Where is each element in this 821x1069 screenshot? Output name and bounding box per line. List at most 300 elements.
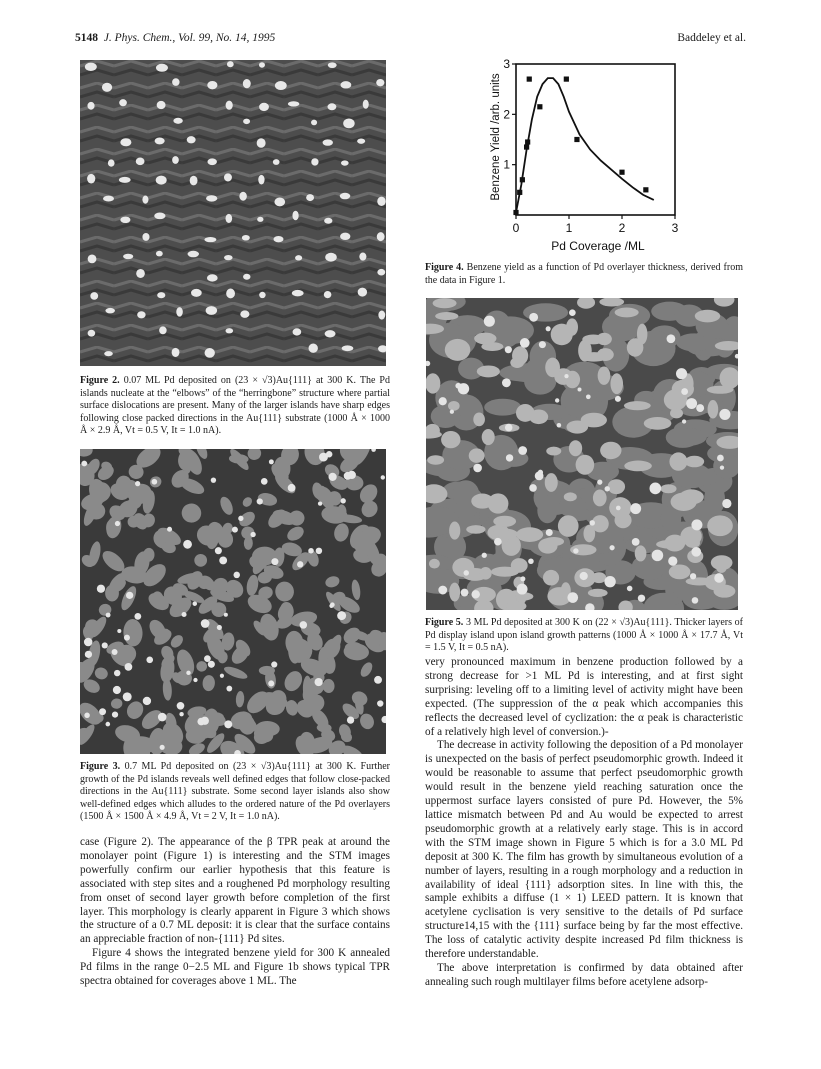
stm-island (224, 255, 233, 260)
stm-island (660, 484, 676, 493)
stm-island (259, 292, 265, 298)
stm-island (257, 498, 263, 504)
stm-island (259, 62, 265, 68)
stm-island (711, 555, 733, 570)
stm-island (529, 484, 537, 492)
stm-island (306, 194, 314, 201)
y-axis-label: Benzene Yield /arb. units (490, 73, 502, 201)
stm-island (106, 722, 111, 727)
stm-island (707, 515, 733, 536)
figure5-caption-text: 3 ML Pd deposited at 300 K on (22 × √3)Au{111}. Thicker layers of Pd display island upon island growth patterns (1000 Å × 1000 Å × 17.7 Å, Vt = 1.5 V, It = 0.5 nA). (425, 617, 743, 654)
figure5-label: Figure 5. (425, 617, 464, 628)
stm-island (426, 373, 440, 393)
stm-island (520, 576, 525, 581)
stm-island (681, 388, 688, 395)
stm-island (319, 453, 328, 462)
stm-island (226, 686, 232, 692)
running-header-authors: Baddeley et al. (677, 32, 746, 44)
stm-island (117, 629, 121, 633)
stm-island (546, 326, 551, 331)
stm-island (226, 289, 235, 299)
stm-island (342, 345, 354, 351)
right-paragraph-3: The above interpretation is confirmed by data obtained after annealing such rough multilayer films before acetylene adsorp- (425, 961, 743, 988)
stm-island (325, 253, 337, 262)
stm-island (259, 103, 269, 111)
stm-island (87, 102, 94, 110)
stm-island (474, 333, 496, 345)
page-number: 5148 (75, 32, 98, 44)
stm-island (690, 573, 696, 579)
stm-island (505, 424, 513, 432)
stm-island (156, 176, 167, 185)
stm-island (151, 591, 164, 608)
stm-island (232, 527, 238, 533)
stm-island (638, 595, 645, 602)
stm-island (311, 158, 318, 165)
y-tick-label: 2 (503, 107, 510, 122)
stm-island (204, 237, 216, 242)
stm-island (363, 100, 369, 109)
stm-island (120, 217, 130, 223)
figure5-stm-image (426, 298, 738, 610)
stm-island (668, 556, 677, 565)
data-point (525, 139, 530, 144)
stm-island (569, 309, 576, 316)
stm-island (337, 611, 346, 620)
stm-island (649, 483, 661, 495)
stm-island (119, 177, 131, 183)
stm-island (330, 602, 335, 607)
stm-island (589, 520, 595, 526)
stm-island (108, 159, 115, 166)
stm-island (259, 666, 275, 675)
stm-island (258, 175, 264, 185)
data-point (517, 190, 522, 195)
data-point (619, 170, 624, 175)
stm-island (243, 274, 250, 280)
stm-island (435, 312, 458, 320)
stm-island (173, 118, 182, 124)
stm-island (598, 366, 611, 384)
figure4-label: Figure 4. (425, 262, 464, 273)
stm-island (187, 136, 196, 143)
stm-island (269, 459, 274, 464)
x-tick-label: 3 (671, 221, 679, 235)
stm-island (610, 373, 623, 394)
stm-island (257, 217, 263, 222)
figure4-chart (480, 50, 700, 255)
stm-island (573, 548, 578, 553)
stm-island (469, 448, 485, 463)
stm-island (449, 522, 460, 540)
stm-island (102, 83, 112, 92)
stm-island (99, 708, 106, 715)
stm-island (682, 419, 686, 423)
figure2-stm-graphic (80, 60, 386, 366)
stm-island (193, 678, 197, 682)
stm-island (458, 383, 469, 394)
stm-island (558, 515, 579, 537)
stm-island (359, 253, 366, 261)
stm-island (300, 621, 308, 629)
stm-island (377, 197, 386, 206)
stm-island (717, 455, 724, 462)
stm-island (88, 330, 96, 337)
right-paragraph-1: very pronounced maximum in benzene production followed by a strong decrease for >1 ML Pd is interesting, and at first sight surprising: leveling off to a limiting level of activity might have been expected. (The suppression of the α peak which accompanies this reflects the decreased level of cyclization: the α peak is characteristic of a relatively high level of conversion.)- (425, 656, 743, 738)
stm-island (347, 716, 354, 723)
figure3-label: Figure 3. (80, 761, 121, 772)
stm-island (510, 357, 524, 368)
stm-island (186, 671, 190, 675)
figure5-stm-graphic (426, 298, 738, 610)
stm-island (597, 480, 602, 485)
stm-island (318, 501, 322, 505)
stm-island (225, 214, 232, 223)
stm-island (119, 99, 127, 106)
stm-island (569, 440, 582, 456)
stm-island (206, 195, 217, 201)
stm-island (668, 428, 707, 446)
right-column-body (425, 656, 743, 990)
stm-island (325, 330, 336, 337)
data-point (513, 210, 518, 215)
stm-island (293, 328, 302, 335)
stm-island (691, 547, 701, 557)
stm-island (616, 506, 621, 511)
stm-island (152, 479, 158, 485)
stm-island (136, 158, 145, 166)
stm-island (516, 527, 543, 542)
stm-island (376, 79, 384, 86)
figure4-caption-text: Benzene yield as a function of Pd overlayer thickness, derived from the data in Figure 1. (425, 262, 743, 286)
stm-island (134, 613, 141, 620)
figure2-stm-image (80, 60, 386, 366)
stm-island (586, 394, 591, 399)
figure3-stm-image (80, 449, 386, 754)
stm-island (429, 559, 440, 569)
stm-island (644, 417, 672, 430)
stm-island (136, 269, 145, 278)
stm-island (146, 656, 153, 663)
stm-island (112, 649, 118, 655)
stm-island (577, 387, 581, 391)
stm-island (211, 477, 216, 482)
stm-island (597, 333, 612, 345)
left-column-body (80, 836, 390, 989)
stm-island (624, 461, 652, 472)
stm-island (664, 535, 685, 552)
stm-island (97, 585, 105, 593)
stm-island (546, 447, 561, 456)
stm-island (632, 538, 640, 546)
x-tick-label: 2 (618, 221, 626, 235)
stm-island (328, 62, 337, 68)
x-axis-label: Pd Coverage /ML (551, 239, 645, 253)
stm-island (627, 586, 633, 592)
stm-island (557, 423, 562, 428)
stm-island (704, 483, 725, 515)
stm-island (81, 461, 87, 467)
x-tick-label: 1 (565, 221, 573, 235)
figure4-caption (425, 262, 743, 287)
stm-island (479, 567, 491, 580)
stm-island (686, 538, 700, 548)
stm-island (105, 308, 115, 313)
stm-island (124, 635, 130, 641)
stm-island (433, 298, 457, 308)
stm-island (217, 625, 222, 630)
stm-island (90, 292, 98, 300)
stm-island (564, 374, 568, 378)
stm-island (477, 365, 500, 377)
stm-island (538, 538, 557, 553)
stm-island (215, 547, 222, 554)
stm-island (250, 532, 255, 537)
stm-island (539, 341, 546, 348)
stm-island (142, 196, 148, 204)
stm-island (274, 236, 284, 242)
stm-island (188, 251, 199, 257)
left-paragraph-1: case (Figure 2). The appearance of the β TPR peak at around the monolayer point (Figure 1) is interesting and the STM images powerfully confirm our earlier hypothesis that this feature is associated with step sites and a roughened Pd morphology resulting from onset of second layer growth before completion of the first layer. This morphology is clearly apparent in Figure 3 which shows the structure of a 0.7 ML deposit: it is clear that the surface contains an appreciable fraction of non-{111} Pd sites. (80, 836, 390, 946)
stm-island (464, 570, 469, 575)
stm-island (461, 589, 469, 597)
stm-island (600, 442, 621, 459)
stm-island (123, 692, 132, 701)
stm-island (340, 233, 350, 240)
stm-island (106, 613, 111, 618)
stm-island (624, 401, 651, 410)
stm-island (374, 676, 382, 684)
stm-island (671, 493, 697, 511)
stm-island (535, 471, 544, 480)
right-paragraph-2: The decrease in activity following the deposition of a Pd monolayer is unexpected on the basis of perfect pseudomorphic growth. Indeed it would be reasonable to assume that perfect pseudomorphic growth would result in the benzene yield reaching saturation once the uppermost surface layers consisted of pure Pd. However, the 5% lattice mismatch between Pd and Au would be expected to arrest pseudomorphic growth at a relatively early stage. This is in accord with the STM image shown in Figure 5 which is for a 3.0 ML Pd deposit at 300 K. The film has growth by simultaneous evolution of a number of layers, resulting in a rough morphology and a reduction in availability of ideal {111} adsorption sites. In line with this, the sample exhibits a diffuse (1 × 1) LEED pattern. It is known that acetylene cyclisation is very sensitive to the details of Pd surface structure14,15 with the {111} surface being by far the most effective. The loss of catalytic activity despite increased Pd film thickness is therefore understandable. (425, 739, 743, 961)
stm-island (517, 584, 528, 595)
stm-island (205, 348, 215, 358)
stm-island (208, 661, 215, 668)
figure3-caption-text: 0.7 ML Pd deposited on (23 × √3)Au{111} at 300 K. Further growth of the Pd islands reveals well defined edges that follow close-packed directions in the Au{111} substrate. Some second layer islands also show well-defined edges which alludes to the ordered nature of the Pd overlayers (1500 Å × 1500 Å × 4.9 Å, Vt = 2 V, It = 1.0 nA). (80, 761, 390, 823)
stm-island (155, 138, 165, 145)
stm-island (327, 103, 336, 110)
stm-island (309, 343, 318, 352)
stm-island (471, 494, 493, 509)
stm-island (615, 308, 639, 318)
stm-island (242, 235, 250, 241)
stm-island (271, 558, 278, 565)
stm-island (207, 81, 217, 89)
stm-island (545, 473, 558, 492)
data-point (524, 144, 529, 149)
stm-island (324, 218, 332, 224)
stm-island (311, 120, 317, 126)
stm-island (529, 313, 538, 322)
stm-island (441, 431, 460, 448)
stm-island (450, 410, 454, 414)
figure2-caption (80, 375, 390, 438)
stm-island (608, 479, 625, 494)
stm-island (341, 160, 349, 165)
stm-island (695, 310, 720, 323)
stm-island (316, 548, 323, 555)
stm-island (88, 254, 97, 263)
stm-island (696, 404, 704, 412)
stm-island (340, 81, 351, 88)
stm-island (484, 316, 495, 327)
stm-island (506, 454, 513, 461)
stm-island (160, 745, 165, 750)
stm-island (85, 651, 92, 658)
stm-island (637, 324, 647, 345)
stm-island (126, 592, 133, 599)
benzene-yield-plot (480, 50, 700, 255)
stm-island (615, 512, 632, 528)
data-point (564, 77, 569, 82)
stm-island (177, 702, 185, 710)
stm-island (243, 119, 250, 124)
stm-island (341, 498, 346, 503)
stm-island (268, 680, 274, 686)
stm-island (197, 718, 205, 726)
stm-island (224, 173, 232, 181)
stm-island (505, 346, 512, 353)
data-point (527, 77, 532, 82)
stm-island (257, 138, 266, 148)
stm-island (207, 158, 216, 165)
stm-island (343, 118, 355, 128)
stm-island (238, 516, 243, 521)
stm-island (545, 358, 560, 378)
stm-island (125, 663, 133, 671)
stm-island (667, 334, 676, 343)
stm-island (670, 408, 683, 418)
stm-island (377, 700, 383, 706)
figure5-caption (425, 617, 743, 655)
stm-island (578, 340, 592, 362)
stm-island (172, 348, 180, 357)
stm-island (193, 601, 198, 606)
stm-island (714, 573, 724, 583)
stm-island (581, 413, 607, 428)
stm-island (297, 561, 303, 567)
stm-island (102, 642, 108, 648)
stm-island (630, 503, 641, 514)
stm-island (520, 338, 530, 348)
stm-island (676, 368, 687, 379)
stm-island (143, 697, 151, 705)
stm-island (207, 274, 218, 281)
stm-island (85, 63, 97, 71)
stm-island (288, 484, 296, 492)
stm-island (427, 455, 444, 465)
stm-island (377, 269, 385, 276)
stm-island (206, 306, 217, 315)
stm-island (529, 409, 548, 424)
stm-island (315, 678, 323, 686)
stm-island (708, 400, 719, 419)
stm-island (686, 398, 697, 409)
stm-island (652, 550, 664, 562)
figure3-stm-graphic (80, 449, 386, 754)
stm-island (271, 661, 277, 667)
stm-island (179, 712, 183, 716)
stm-island (154, 212, 165, 219)
running-header-left (75, 32, 275, 44)
stm-island (555, 398, 559, 402)
stm-island (157, 101, 166, 109)
stm-island (273, 159, 280, 165)
stm-island (323, 139, 333, 145)
stm-island (546, 529, 553, 536)
stm-island (123, 254, 133, 259)
stm-island (692, 597, 699, 604)
stm-island (224, 720, 232, 728)
figure2-label: Figure 2. (80, 375, 120, 386)
stm-island (219, 557, 227, 565)
stm-island (324, 291, 332, 298)
stm-island (473, 464, 482, 473)
stm-island (113, 686, 121, 694)
stm-island (172, 78, 180, 86)
stm-island (605, 486, 610, 491)
stm-island (261, 478, 268, 485)
stm-island (137, 311, 145, 318)
stm-island (669, 564, 691, 579)
stm-island (204, 655, 211, 662)
stm-island (438, 586, 447, 595)
data-point (574, 137, 579, 142)
stm-island (135, 481, 140, 486)
stm-island (274, 197, 285, 206)
stm-island (239, 192, 247, 201)
stm-island (493, 516, 516, 527)
stm-island (224, 613, 228, 617)
stm-island (494, 538, 502, 546)
stm-island (288, 101, 299, 106)
stm-island (691, 519, 702, 530)
stm-island (295, 255, 302, 260)
stm-island (103, 196, 114, 202)
figure2-caption-text: 0.07 ML Pd deposited on (23 × √3)Au{111} at 300 K. The Pd islands nucleate at the “elbows” of the “herringbone” structure where partial surface dislocations are present. Many of the larger islands have sharp edges following close packed directions in the Au{111} substrate (1000 Å × 1000 Å × 2.9 Å, Vt = 0.5 V, It = 1.0 nA). (80, 375, 390, 437)
stm-island (473, 412, 485, 426)
journal-citation: J. Phys. Chem., Vol. 99, No. 14, 1995 (103, 32, 276, 44)
stm-island (115, 521, 120, 526)
stm-island (566, 318, 578, 335)
stm-island (635, 545, 647, 561)
stm-island (445, 339, 471, 361)
stm-island (722, 499, 731, 508)
stm-island (226, 101, 233, 110)
stm-island (220, 674, 224, 678)
stm-island (172, 156, 179, 164)
stm-island (439, 397, 447, 405)
fit-curve (516, 78, 654, 212)
stm-island (181, 612, 186, 617)
stm-island (156, 64, 168, 72)
stm-island (191, 289, 202, 297)
stm-island (156, 251, 163, 257)
figure3-caption (80, 761, 390, 824)
stm-island (114, 670, 120, 676)
stm-island (158, 713, 167, 722)
stm-island (240, 310, 249, 318)
plot-frame (516, 64, 675, 215)
stm-island (201, 619, 210, 628)
stm-island (518, 446, 527, 455)
stm-island (567, 592, 578, 603)
stm-island (157, 292, 165, 298)
stm-island (183, 540, 192, 549)
stm-island (381, 475, 385, 479)
stm-island (565, 371, 580, 388)
